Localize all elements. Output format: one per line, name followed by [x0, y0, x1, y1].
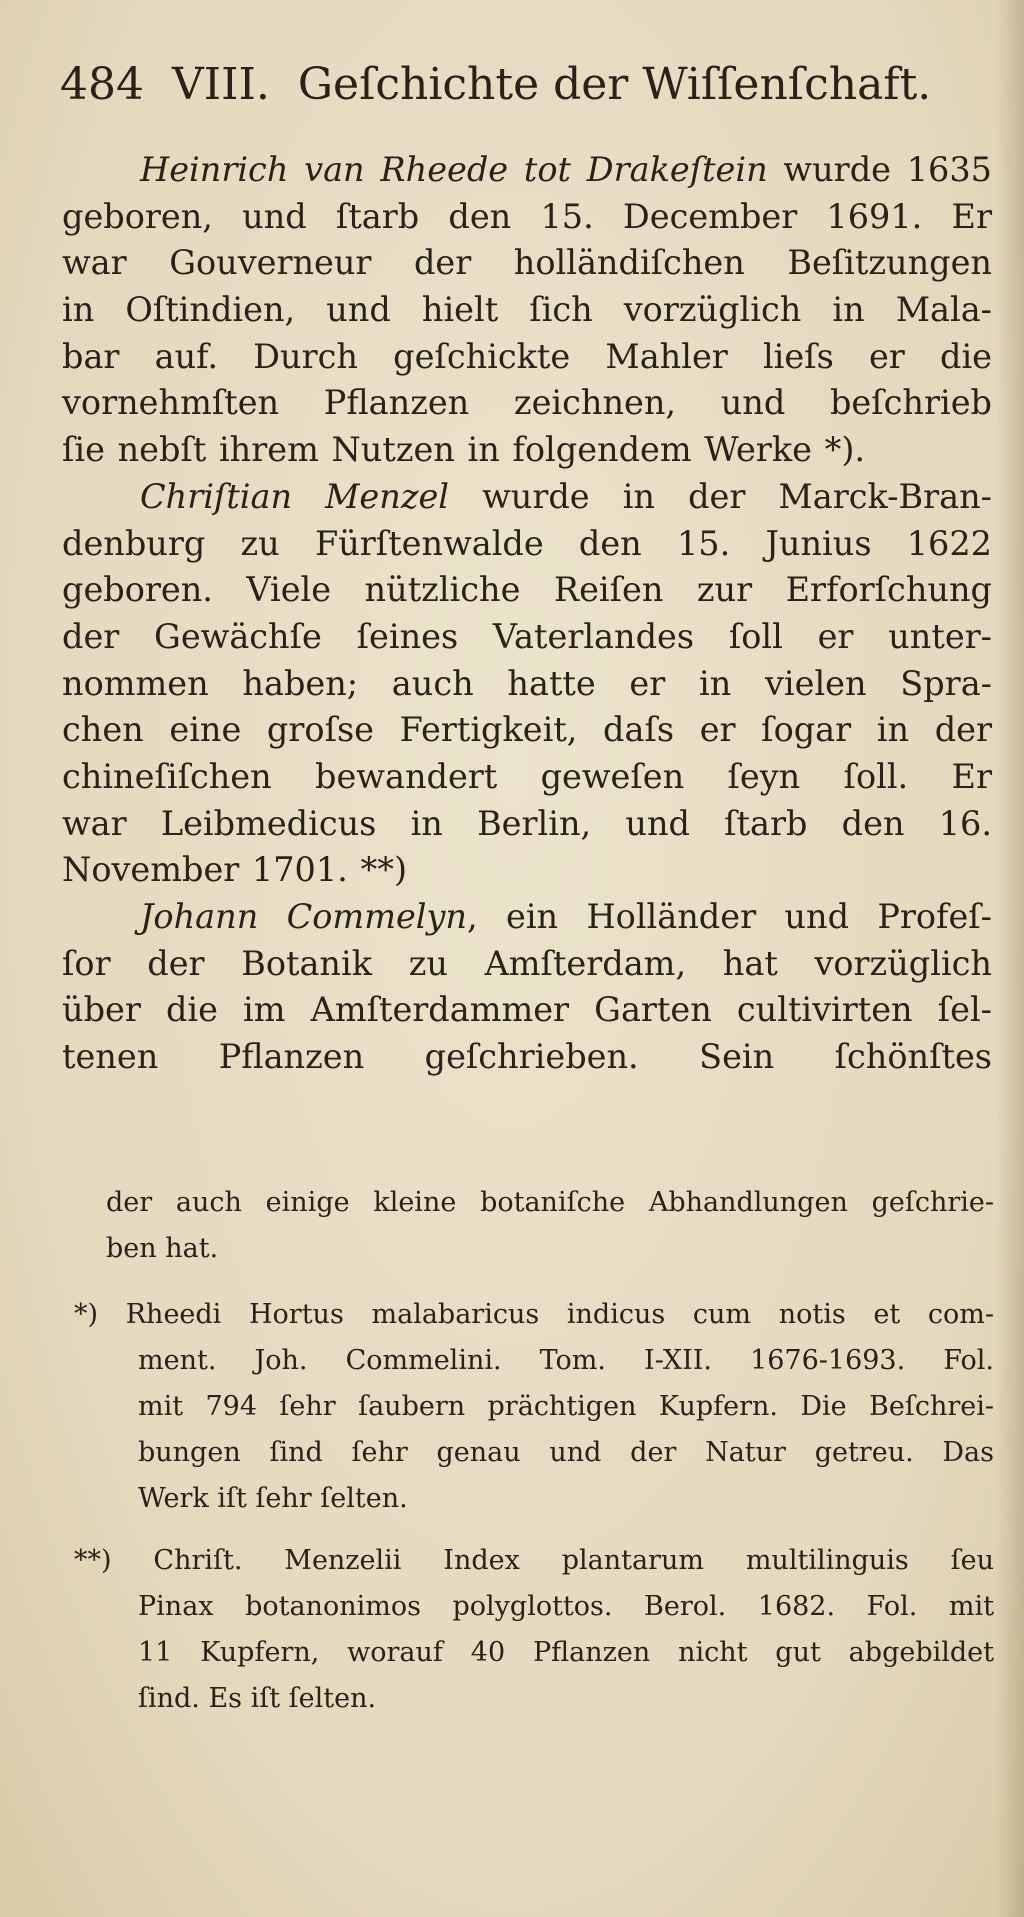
text-line: geboren, und ſtarb den 15. December 1691. Er: [62, 196, 992, 236]
footnote-continuation: [74, 1180, 994, 1272]
footnote-gap: [74, 1522, 994, 1538]
main-text: [62, 147, 992, 1081]
text-line: bar auf. Durch geſchickte Mahler lieſs er die: [62, 336, 992, 376]
text-line: vornehmſten Pflanzen zeichnen, und beſchrieb: [62, 383, 992, 423]
chapter-number: VIII.: [171, 59, 270, 110]
line-text: wurde in der Marck-Bran-: [449, 476, 992, 516]
text-line: über die im Amſterdammer Garten cultivirten ſel-: [62, 990, 992, 1030]
text-line: geboren. Viele nützliche Reiſen zur Erforſchung: [62, 570, 992, 610]
person-name: Chriſtian Menzel: [140, 476, 450, 516]
text-line: November 1701. **): [62, 850, 408, 890]
footnote-line: **) Chriſt. Menzelii Index plantarum multilinguis ſeu: [74, 1545, 994, 1576]
person-name: Heinrich van Rheede tot Drakeſtein: [140, 150, 768, 189]
footnote-line: ment. Joh. Commelini. Tom. I-XII. 1676-1693. Fol.: [138, 1345, 994, 1376]
footnote-line: 11 Kupfern, worauf 40 Pflanzen nicht gut abgebildet: [138, 1637, 994, 1668]
running-header: [60, 55, 960, 115]
footnote-line: Werk iſt ſehr ſelten.: [138, 1483, 408, 1514]
paragraph-commelyn: [62, 894, 992, 1081]
text-line: ſor der Botanik zu Amſterdam, hat vorzüglich: [62, 943, 992, 983]
text-line: denburg zu Fürſtenwalde den 15. Junius 1622: [62, 523, 992, 563]
text-line: tenen Pflanzen geſchrieben. Sein ſchönſtes: [62, 1037, 992, 1077]
page-number: 484: [60, 59, 144, 110]
footnote-line: *) Rheedi Hortus malabaricus indicus cum notis et com-: [74, 1299, 994, 1330]
text-line: der Gewächſe ſeines Vaterlandes ſoll er unter-: [62, 616, 992, 656]
line-text: wurde 1635: [767, 150, 992, 189]
footnotes: [74, 1180, 994, 1722]
footnote-line: der auch einige kleine botaniſche Abhandlungen geſchrie-: [106, 1187, 994, 1218]
footnote-line: ſind. Es iſt ſelten.: [138, 1683, 377, 1714]
person-name: Johann Commelyn: [140, 897, 468, 936]
text-line: in Oſtindien, und hielt ſich vorzüglich in Mala-: [62, 290, 992, 330]
page-edge-shadow: [996, 0, 1024, 1917]
text-line: nommen haben; auch hatte er in vielen Spra-: [62, 663, 992, 703]
text-line: chineſiſchen bewandert geweſen ſeyn ſoll. Er: [62, 756, 992, 796]
paragraph-rheede: [62, 147, 992, 474]
footnote-line: mit 794 ſehr ſaubern prächtigen Kupfern. Die Beſchrei-: [138, 1391, 994, 1422]
footnote-gap: [74, 1272, 994, 1292]
paragraph-menzel: [62, 474, 992, 894]
text-line: [62, 147, 992, 194]
text-line: war Leibmedicus in Berlin, und ſtarb den 16.: [62, 803, 992, 843]
text-line: war Gouverneur der holländiſchen Beſitzungen: [62, 243, 992, 283]
footnote-line: Pinax botanonimos polyglottos. Berol. 1682. Fol. mit: [138, 1591, 994, 1622]
running-title: Geſchichte der Wiſſenſchaft.: [297, 59, 932, 110]
footnote-line: bungen ſind ſehr genau und der Natur getreu. Das: [138, 1437, 994, 1468]
footnote-line: ben hat.: [106, 1233, 219, 1264]
text-line: ſie nebſt ihrem Nutzen in folgendem Werke *).: [62, 430, 866, 470]
text-line: [62, 474, 992, 521]
text-line: chen eine groſse Fertigkeit, daſs er ſogar in der: [62, 710, 992, 750]
text-line: [62, 894, 992, 941]
line-text: , ein Holländer und Profeſ-: [467, 897, 993, 936]
footnote-2: [74, 1538, 994, 1722]
footnote-1: [74, 1292, 994, 1522]
